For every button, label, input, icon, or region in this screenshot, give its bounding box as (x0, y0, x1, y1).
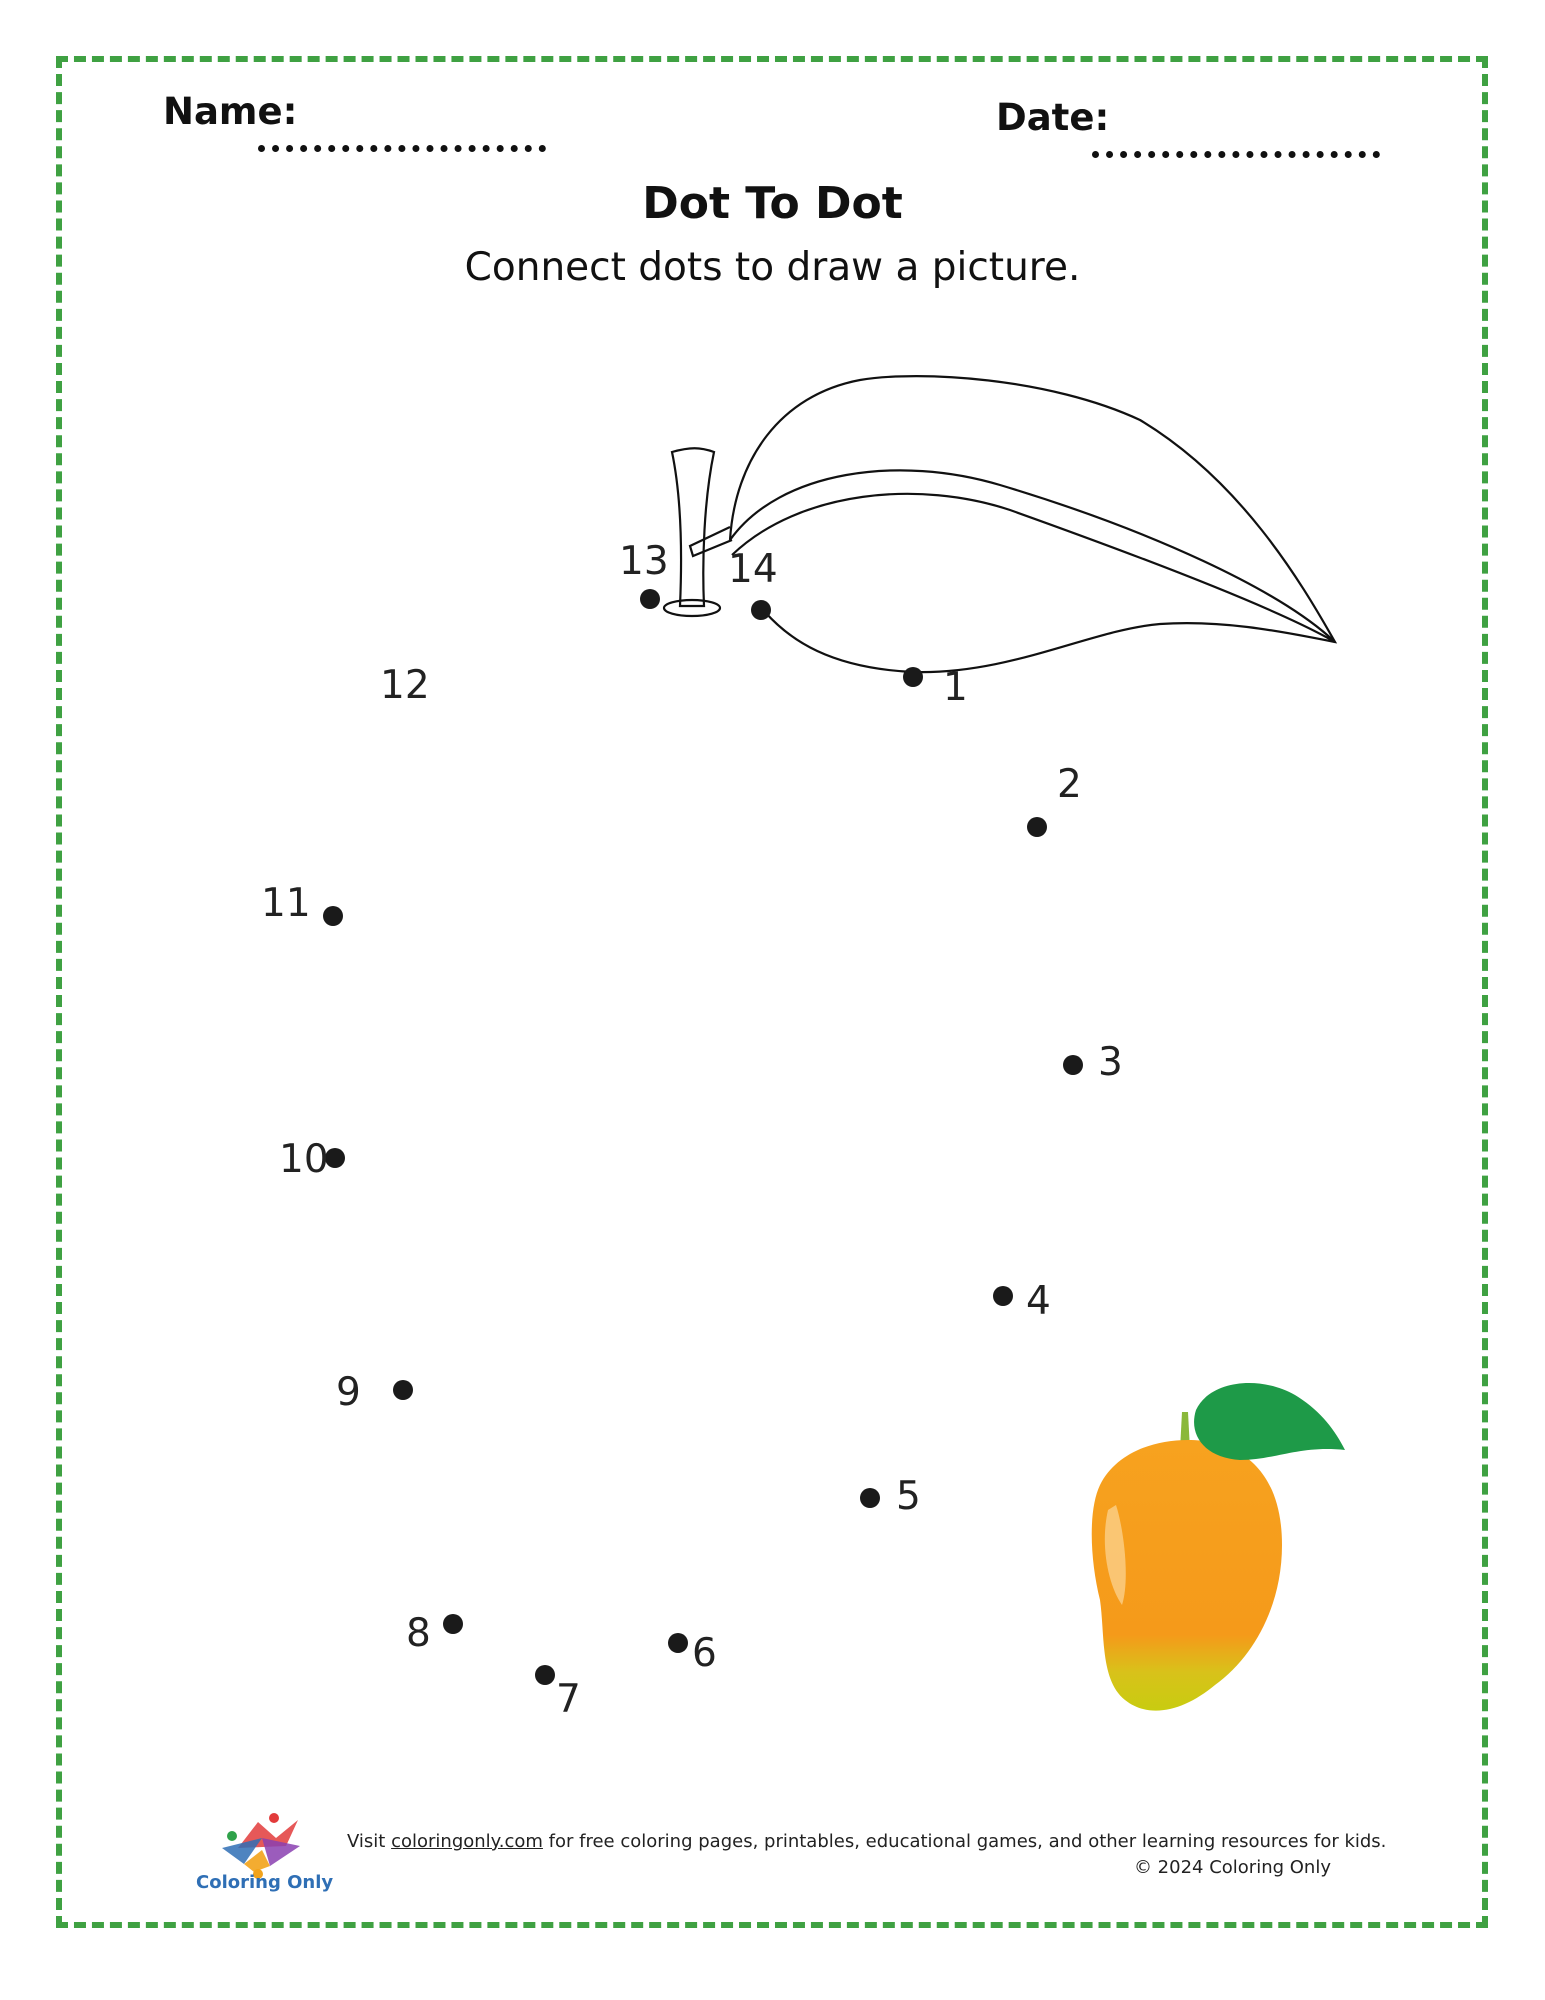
dots-group (323, 589, 1083, 1685)
footer-visit-line (347, 1831, 1386, 1852)
mango-leaf (1194, 1383, 1345, 1460)
dot-8 (443, 1614, 463, 1634)
dot-label-1: 1 (943, 665, 968, 710)
dot-label-9: 9 (336, 1370, 361, 1415)
outline-leaf (690, 376, 1335, 672)
dot-label-4: 4 (1026, 1279, 1051, 1324)
logo-text: Coloring Only (196, 1872, 334, 1893)
dot-label-11: 11 (261, 881, 311, 926)
date-label: Date: (996, 96, 1110, 139)
dot-label-6: 6 (692, 1631, 717, 1676)
dot-4 (993, 1286, 1013, 1306)
dot-label-7: 7 (556, 1677, 581, 1722)
footer-copyright: © 2024 Coloring Only (1133, 1857, 1331, 1878)
dot-13 (640, 589, 660, 609)
mango-picture (1092, 1383, 1345, 1711)
dot-6 (668, 1633, 688, 1653)
outline-stem (664, 448, 720, 616)
dot-label-8: 8 (406, 1611, 431, 1656)
dot-label-12: 12 (380, 663, 430, 708)
dot-label-10: 10 (279, 1137, 329, 1182)
dot-label-2: 2 (1057, 762, 1082, 807)
footer-visit-prefix: Visit (347, 1831, 386, 1852)
dot-7 (535, 1665, 555, 1685)
dot-2 (1027, 817, 1047, 837)
footer-link[interactable]: coloringonly.com (391, 1831, 543, 1852)
dot-14 (751, 600, 771, 620)
dot-label-13: 13 (619, 539, 669, 584)
coloring-only-logo (222, 1813, 300, 1879)
page-subtitle: Connect dots to draw a picture. (464, 245, 1081, 290)
dot-label-14: 14 (728, 547, 778, 592)
dot-1 (903, 667, 923, 687)
footer-visit-suffix: for free coloring pages, printables, educational games, and other learning resources for kids. (548, 1831, 1387, 1852)
dot-3 (1063, 1055, 1083, 1075)
dot-11 (323, 906, 343, 926)
dot-label-5: 5 (896, 1474, 921, 1519)
dot-5 (860, 1488, 880, 1508)
dot-label-3: 3 (1098, 1040, 1123, 1085)
dot-9 (393, 1380, 413, 1400)
page-title: Dot To Dot (642, 178, 903, 229)
name-label: Name: (163, 90, 298, 133)
